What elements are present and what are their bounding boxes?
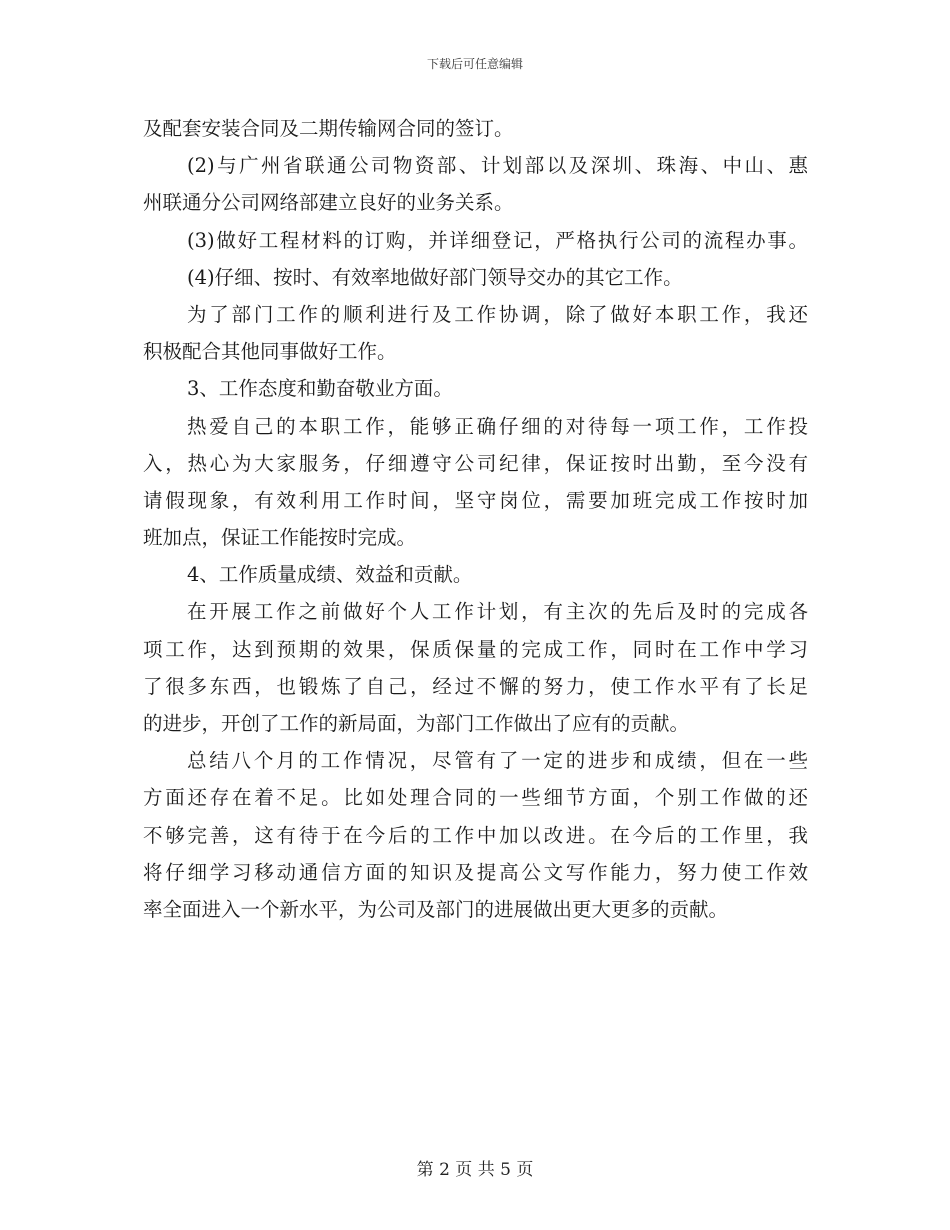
- text-line: 项工作，达到预期的效果，保质保量的完成工作，同时在工作中学习: [143, 637, 808, 661]
- text-line: 将仔细学习移动通信方面的知识及提高公文写作能力，努力使工作效: [143, 860, 808, 884]
- text-line: 班加点，保证工作能按时完成。: [143, 526, 417, 550]
- page-header: 下载后可任意编辑: [426, 57, 523, 71]
- text-line: 在开展工作之前做好个人工作计划，有主次的先后及时的完成各: [187, 600, 808, 624]
- text-line: 的进步，开创了工作的新局面，为部门工作做出了应有的贡献。: [143, 712, 690, 735]
- text-line: 积极配合其他同事做好工作。: [143, 340, 397, 364]
- document-body: [143, 110, 808, 928]
- text-line: 率全面进入一个新水平，为公司及部门的进展做出更大更多的贡献。: [143, 897, 729, 921]
- text-line: (2)与广州省联通公司物资部、计划部以及深圳、珠海、中山、惠: [187, 154, 808, 178]
- text-line: 总结八个月的工作情况，尽管有了一定的进步和成绩，但在一些: [187, 749, 808, 773]
- text-line: 方面还存在着不足。比如处理合同的一些细节方面，个别工作做的还: [143, 786, 808, 810]
- text-line: 入，热心为大家服务，仔细遵守公司纪律，保证按时出勤，至今没有: [143, 451, 808, 475]
- text-line: 热爱自己的本职工作，能够正确仔细的对待每一项工作，工作投: [187, 414, 808, 438]
- page-footer: 第 2 页 共 5 页: [416, 1160, 534, 1180]
- text-line: 为了部门工作的顺利进行及工作协调，除了做好本职工作，我还: [187, 302, 808, 326]
- text-line: (4)仔细、按时、有效率地做好部门领导交办的其它工作。: [187, 265, 683, 289]
- text-line: 州联通分公司网络部建立良好的业务关系。: [143, 191, 514, 215]
- text-line: 3、工作态度和勤奋敬业方面。: [187, 377, 453, 401]
- text-line: 及配套安装合同及二期传输网合同的签订。: [143, 117, 514, 140]
- text-line: (3)做好工程材料的订购，并详细登记，严格执行公司的流程办事。: [187, 228, 808, 252]
- text-line: 不够完善，这有待于在今后的工作中加以改进。在今后的工作里，我: [143, 823, 808, 847]
- text-line: 了很多东西，也锻炼了自己，经过不懈的努力，使工作水平有了长足: [143, 674, 808, 698]
- text-line: 请假现象，有效利用工作时间，坚守岗位，需要加班完成工作按时加: [143, 488, 808, 512]
- text-line: 4、工作质量成绩、效益和贡献。: [187, 563, 473, 587]
